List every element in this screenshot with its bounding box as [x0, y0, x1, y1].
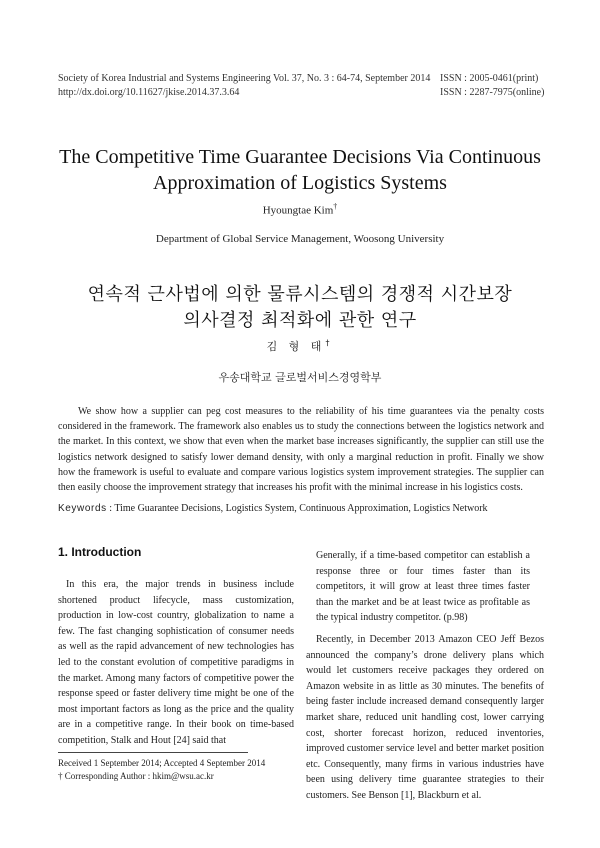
title-ko-line-1: 연속적 근사법에 의한 물류시스템의 경쟁적 시간보장	[87, 284, 513, 305]
abstract: We show how a supplier can peg cost measures to the reliability of his time guarantees via the penalty costs considered in the framework. The framework also enables us to study the connections between the logistics network and the market. In this context, we show that even when the market base increases significantly, the supplier can still use the logistics network designed to satisfy lower demand density, with only a marginal reduction in profit. Finally we show how the framework is useful to evaluate and compare various logistics system improvement strategies. The supplier can then easily choose the improvement strategy that increases his profit with the minimal increase in his logistics costs.	[58, 406, 544, 494]
author-name-ko: 김 형 태	[266, 340, 326, 353]
author-name-en: Hyoungtae Kim	[262, 204, 334, 217]
journal-citation: Society of Korea Industrial and Systems Engineering Vol. 37, No. 3 : 64-74, September 2014	[58, 73, 431, 84]
corresponding-mark: †	[333, 202, 338, 211]
keywords-label: Keywords	[58, 503, 107, 514]
issn-print: ISSN : 2005-0461(print)	[440, 73, 539, 84]
footnote-divider	[58, 752, 248, 753]
footnotes	[58, 757, 265, 782]
section-heading-introduction: 1. Introduction	[58, 545, 142, 559]
title-ko-line-2: 의사결정 최적화에 관한 연구	[183, 310, 417, 331]
intro-paragraph-right: Recently, in December 2013 Amazon CEO Jeff Bezos announced the company’s drone delivery plans which would let customers receive packages they ordered on Amazon website in as little as 30 minutes. The benefits of being faster include increased demand consequently larger market share, reduced unit handling cost, lower carrying cost, shorter forecast horizon, reduced inventories, improved customer service level and better market position etc. Consequently, many firms in various industries have been using delivery time guarantee strategies to their customers. See Benson [1], Blackburn et al.	[306, 634, 544, 801]
author-ko	[0, 338, 600, 354]
title-en-line-2: Approximation of Logistics Systems	[153, 172, 447, 194]
keywords	[58, 503, 544, 514]
paper-title-ko	[40, 282, 560, 334]
paper-title-en	[40, 144, 560, 196]
issn-online: ISSN : 2287-7975(online)	[440, 87, 545, 98]
title-en-line-1: The Competitive Time Guarantee Decisions Via Continuous	[59, 146, 541, 168]
department-en: Department of Global Service Management, Woosong University	[155, 233, 445, 245]
author-en	[0, 202, 600, 217]
doi-link[interactable]: http://dx.doi.org/10.11627/jkise.2014.37.3.64	[58, 87, 240, 98]
intro-paragraph-left: In this era, the major trends in business include shortened product lifecycle, mass customization, production in low-cost country, globalization to name a few. The fast changing sophistication of consumer needs as well as the rapid advancement of new technologies has led to the constant evolution of competitive paradigms in the market. Among many factors of competitive power the response speed or faster delivery time might be one of the most important factors as long as the price and the quality are in a competitive range. In their book on time-based competition, Stalk and Hout [24] said that	[58, 579, 294, 746]
keywords-separator: :	[106, 503, 115, 514]
department-ko: 우송대학교 글로벌서비스경영학부	[218, 371, 382, 384]
corresponding-mark-ko: †	[325, 338, 334, 348]
footnote-received: Received 1 September 2014; Accepted 4 September 2014	[58, 758, 266, 768]
intro-quote: Generally, if a time-based competitor can establish a response three or four times faster than its competitors, it will grow at least three times faster than the market and be at least twice as profitable as the typical industry competitor. (p.98)	[316, 550, 530, 624]
footnote-corresponding: † Corresponding Author : hkim@wsu.ac.kr	[58, 770, 214, 781]
keywords-text: Time Guarantee Decisions, Logistics System, Continuous Approximation, Logistics Network	[114, 503, 488, 514]
